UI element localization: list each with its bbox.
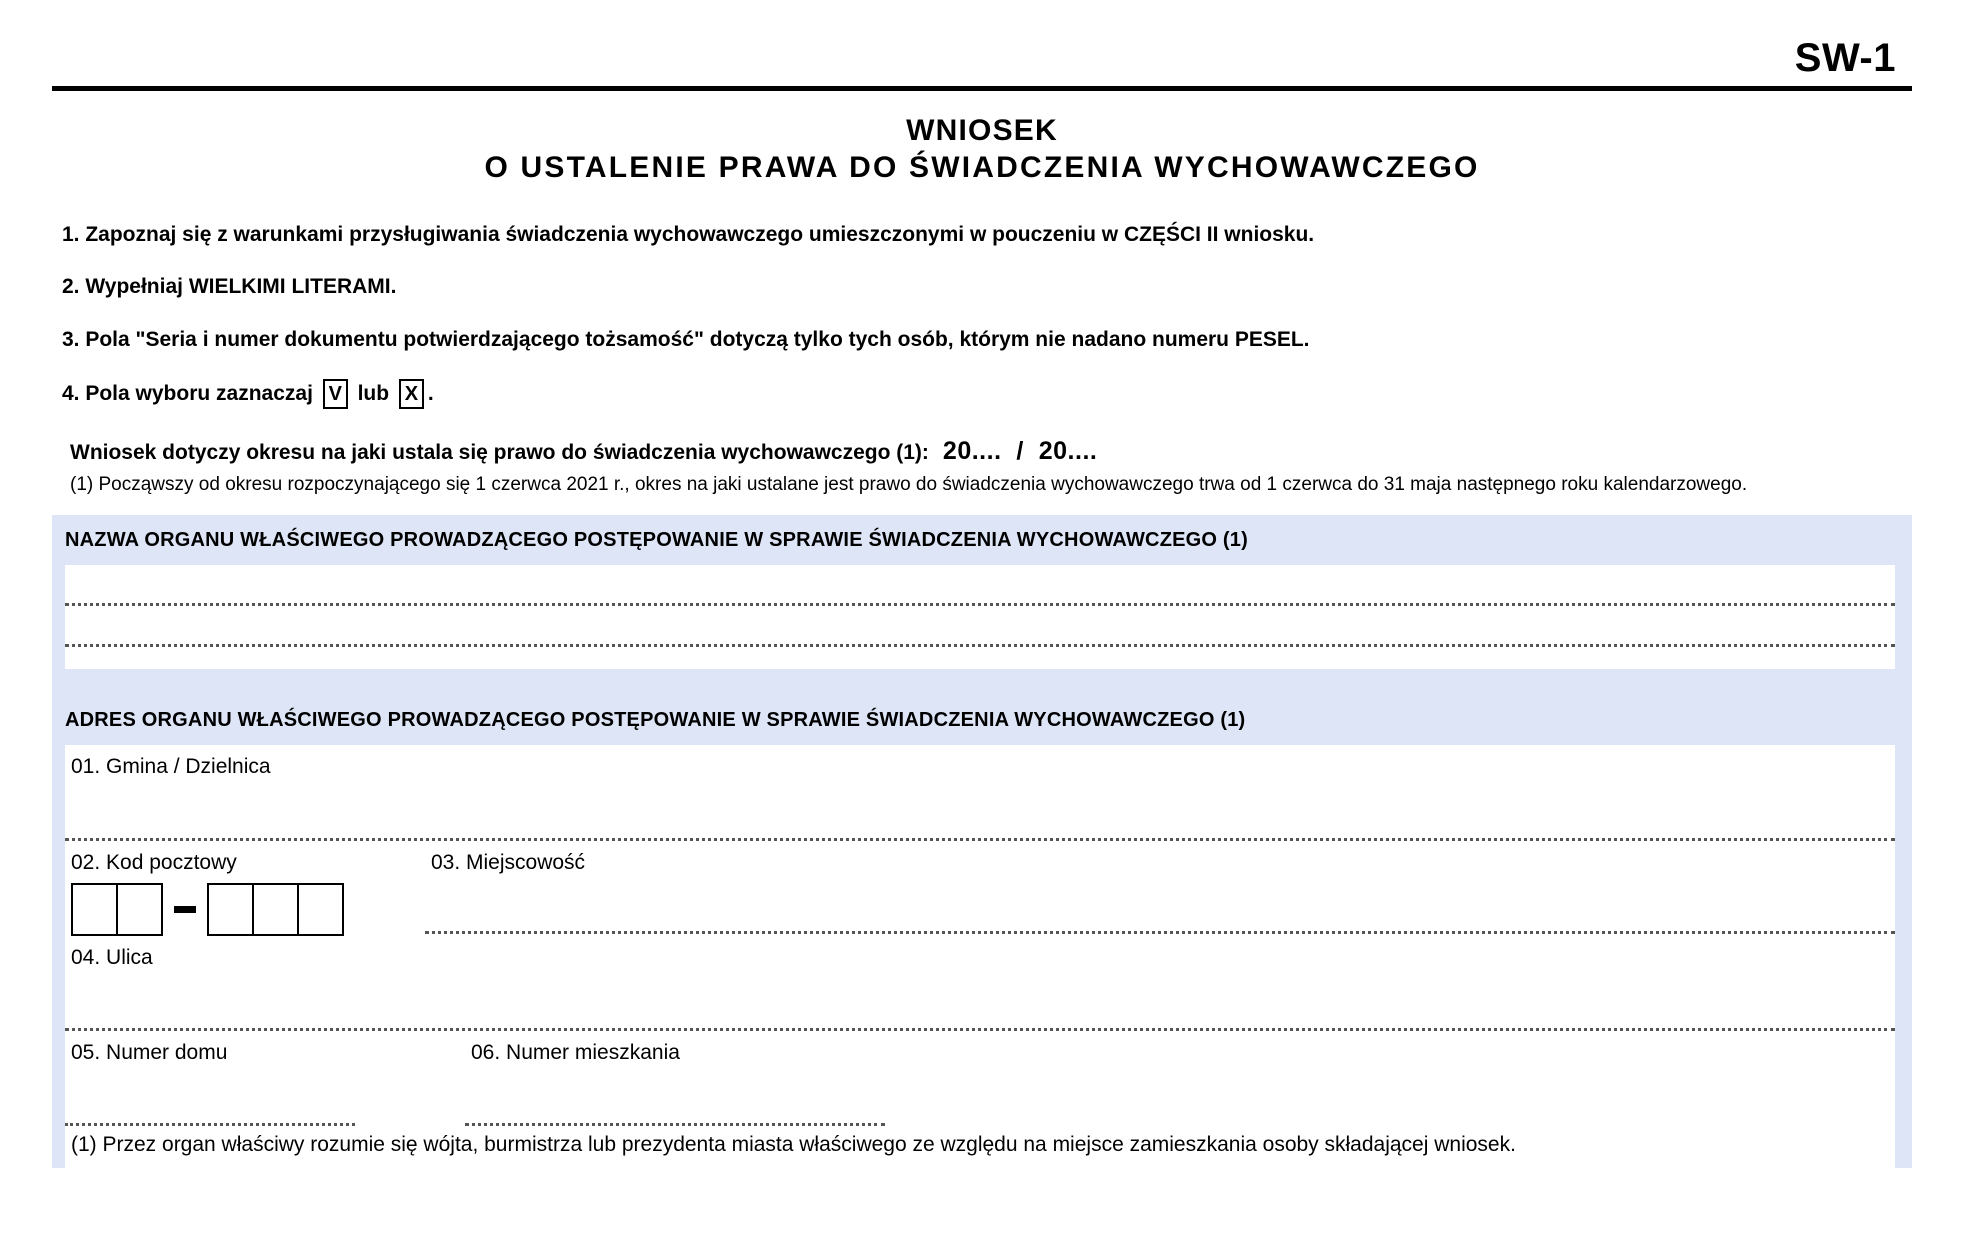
row-numer-domu-mieszkania [65, 1031, 1895, 1126]
field-gmina-label: 01. Gmina / Dzielnica [71, 755, 271, 779]
field-miejscowosc[interactable] [425, 841, 1895, 936]
postal-code-cell[interactable] [297, 883, 344, 936]
field-numer-domu-input[interactable] [65, 1065, 465, 1123]
cross-box-icon: X [399, 379, 424, 409]
organ-name-line-2-space [65, 606, 1895, 644]
organ-name-input-area[interactable] [65, 565, 1895, 669]
field-miejscowosc-dotted-line [425, 931, 1895, 934]
field-numer-mieszkania-label: 06. Numer mieszkania [471, 1041, 680, 1064]
field-numer-mieszkania[interactable] [465, 1031, 1895, 1126]
field-numer-domu[interactable] [65, 1031, 465, 1126]
field-kod-pocztowy-label: 02. Kod pocztowy [71, 850, 237, 874]
field-numer-mieszkania-dotted-line [465, 1123, 885, 1126]
instruction-item-1 [62, 222, 1912, 247]
instruction-text-4-separator: lub [351, 382, 395, 406]
address-fields-area [65, 745, 1895, 1168]
field-numer-mieszkania-input[interactable] [465, 1065, 1895, 1123]
field-gmina-input[interactable] [65, 780, 1895, 838]
postal-code-cell[interactable] [207, 883, 254, 936]
period-line [70, 437, 1912, 466]
field-ulica[interactable] [65, 936, 1895, 1031]
organ-name-line-1-space [65, 565, 1895, 603]
instruction-text-1: 1. Zapoznaj się z warunkami przysługiwania świadczenia wychowawczego umieszczonymi w pouczeniu w CZĘŚCI II wniosku. [62, 223, 1315, 247]
form-code-row [52, 0, 1912, 86]
section-gap [52, 669, 1912, 695]
postal-code-group-left[interactable] [71, 883, 163, 936]
period-block [52, 437, 1912, 498]
instruction-text-4-prefix: 4. Pola wyboru zaznaczaj [62, 382, 319, 406]
period-footnote: (1) Począwszy od okresu rozpoczynającego się 1 czerwca 2021 r., okres na jaki ustalane jest prawo do świadczenia wychowawczego trwa od 1 czerwca do 31 maja następnego roku kalendarzowego. [70, 473, 1748, 495]
page-title: WNIOSEK [906, 114, 1058, 147]
instruction-text-4-suffix: . [427, 382, 434, 406]
instruction-item-2 [62, 274, 1912, 299]
section-organ-address [52, 695, 1912, 1168]
instruction-item-4 [62, 379, 1912, 409]
field-miejscowosc-label: 03. Miejscowość [431, 850, 586, 874]
form-code: SW-1 [1794, 36, 1896, 80]
address-section-footnote: (1) Przez organ właściwy rozumie się wójta, burmistrza lub prezydenta miasta właściwego ze względu na miejsce zamieszkania osoby składającej wniosek. [71, 1133, 1516, 1157]
postal-code-boxes[interactable] [65, 875, 425, 936]
field-kod-pocztowy[interactable] [65, 841, 425, 936]
organ-name-bottom-space [65, 647, 1895, 669]
section-organ-address-header: ADRES ORGANU WŁAŚCIWEGO PROWADZĄCEGO POSTĘPOWANIE W SPRAWIE ŚWIADCZENIA WYCHOWAWCZEGO (1) [52, 695, 1912, 745]
field-miejscowosc-input[interactable] [425, 875, 1895, 931]
postal-code-cell[interactable] [252, 883, 299, 936]
postal-code-dash-icon [174, 906, 196, 913]
checkmark-box-icon: V [323, 379, 348, 409]
instruction-item-3 [62, 327, 1912, 352]
postal-code-cell[interactable] [116, 883, 163, 936]
section-organ-name [52, 515, 1912, 695]
row-kod-miejscowosc [65, 841, 1895, 936]
instruction-text-3: 3. Pola "Seria i numer dokumentu potwierdzającego tożsamość" dotyczą tylko tych osób, którym nie nadano numeru PESEL. [62, 327, 1310, 351]
postal-code-group-right[interactable] [207, 883, 344, 936]
postal-code-cell[interactable] [71, 883, 118, 936]
field-gmina[interactable] [65, 745, 1895, 840]
header-rule [52, 86, 1912, 91]
page-subtitle: O USTALENIE PRAWA DO ŚWIADCZENIA WYCHOWAWCZEGO [484, 150, 1480, 184]
period-label: Wniosek dotyczy okresu na jaki ustala się prawo do świadczenia wychowawczego (1): [70, 440, 929, 464]
instruction-text-2: 2. Wypełniaj WIELKIMI LITERAMI. [62, 275, 397, 299]
instructions-list [52, 222, 1912, 409]
section-organ-name-header: NAZWA ORGANU WŁAŚCIWEGO PROWADZĄCEGO POSTĘPOWANIE W SPRAWIE ŚWIADCZENIA WYCHOWAWCZEGO (1) [52, 515, 1912, 565]
period-years-field[interactable]: 20.... / 20.... [942, 436, 1098, 465]
field-ulica-label: 04. Ulica [71, 945, 153, 969]
field-numer-domu-dotted-line [65, 1123, 355, 1126]
title-block [52, 113, 1912, 186]
field-numer-domu-label: 05. Numer domu [71, 1041, 228, 1064]
field-ulica-input[interactable] [65, 970, 1895, 1028]
